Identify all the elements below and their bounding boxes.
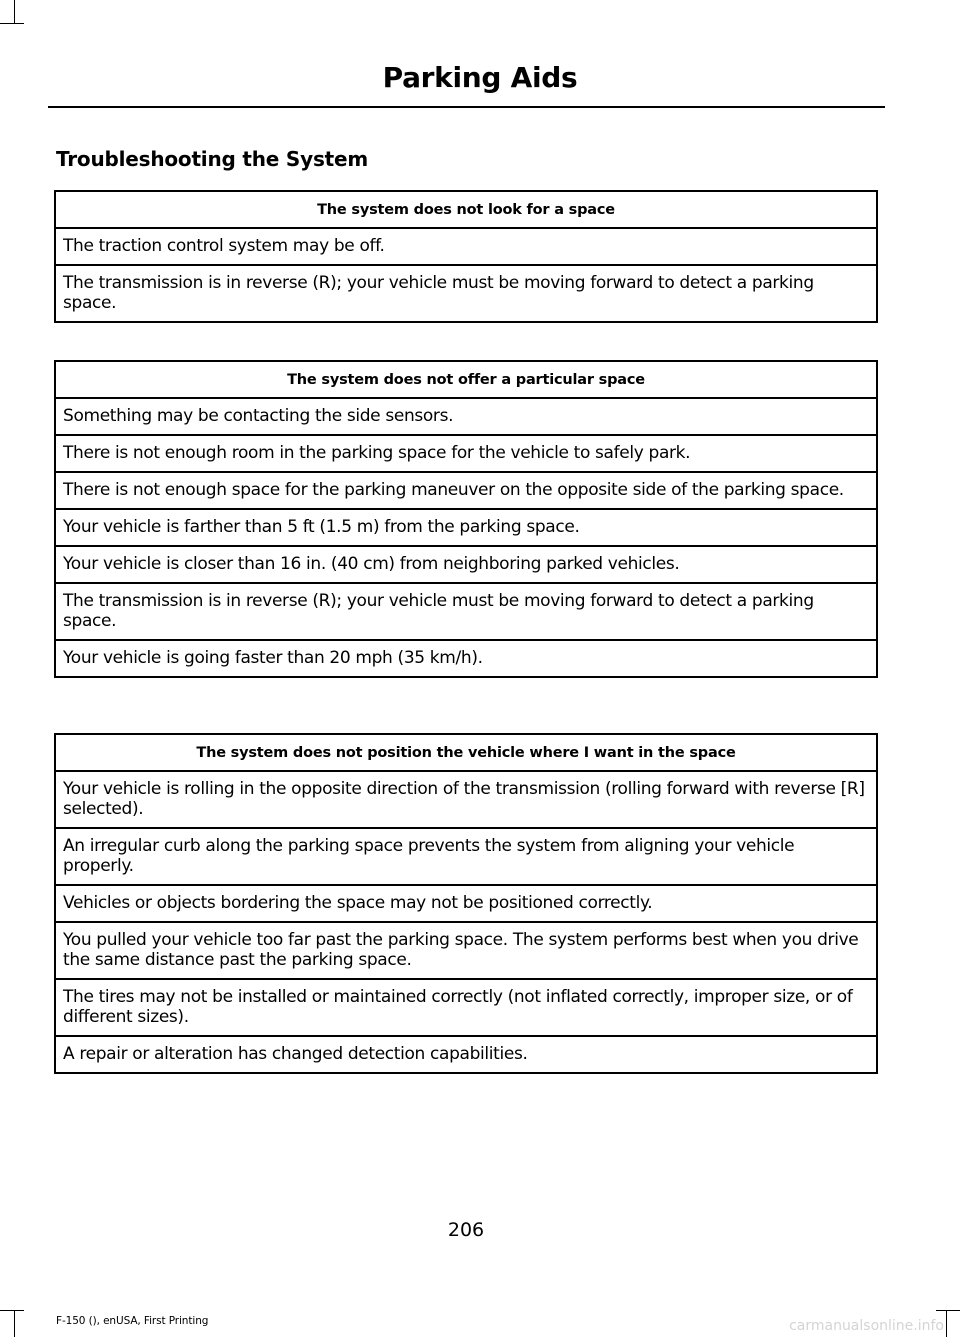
- table-cell: The tires may not be installed or maintained correctly (not inflated correctly, improper size, or of different sizes).: [55, 979, 877, 1036]
- table-cell: Your vehicle is rolling in the opposite direction of the transmission (rolling forward with reverse [R] selected).: [55, 771, 877, 828]
- table-cell: You pulled your vehicle too far past the parking space. The system performs best when you drive the same distance past the parking space.: [55, 922, 877, 979]
- table-cell: Your vehicle is farther than 5 ft (1.5 m) from the parking space.: [55, 509, 877, 546]
- crop-mark-bottom-left-vertical: [14, 1310, 15, 1337]
- table-row: [55, 771, 877, 828]
- table-heading: The system does not offer a particular space: [55, 361, 877, 398]
- table-cell: An irregular curb along the parking space prevents the system from aligning your vehicle properly.: [55, 828, 877, 885]
- table-cell: Something may be contacting the side sensors.: [55, 398, 877, 435]
- table-row: [55, 546, 877, 583]
- table-row: [55, 1036, 877, 1073]
- crop-mark-bottom-right-vertical: [946, 1310, 947, 1337]
- table-cell: There is not enough space for the parking maneuver on the opposite side of the parking space.: [55, 472, 877, 509]
- table-cell: Your vehicle is going faster than 20 mph (35 km/h).: [55, 640, 877, 677]
- troubleshooting-table-position-vehicle: [54, 733, 878, 1074]
- table-row: [55, 828, 877, 885]
- table-row: [55, 922, 877, 979]
- table-cell: A repair or alteration has changed detection capabilities.: [55, 1036, 877, 1073]
- table-row: [55, 885, 877, 922]
- troubleshooting-table-offer-space: [54, 360, 878, 678]
- table-cell: The transmission is in reverse (R); your vehicle must be moving forward to detect a parking space.: [55, 265, 877, 322]
- table-row: [55, 640, 877, 677]
- table-row: [55, 979, 877, 1036]
- table-cell: The traction control system may be off.: [55, 228, 877, 265]
- table-row: [55, 228, 877, 265]
- table-cell: There is not enough room in the parking space for the vehicle to safely park.: [55, 435, 877, 472]
- table-cell: The transmission is in reverse (R); your vehicle must be moving forward to detect a parking space.: [55, 583, 877, 640]
- table-cell: Vehicles or objects bordering the space may not be positioned correctly.: [55, 885, 877, 922]
- table-row: [55, 472, 877, 509]
- source-watermark: carmanualsonline.info: [789, 1318, 944, 1334]
- table-header-row: [55, 734, 877, 771]
- troubleshooting-table-look-for-space: [54, 190, 878, 323]
- table-heading: The system does not look for a space: [55, 191, 877, 228]
- crop-mark-bottom-right-horizontal: [936, 1310, 960, 1311]
- crop-mark-top-left-horizontal: [0, 23, 24, 24]
- crop-mark-top-left-vertical: [14, 0, 15, 24]
- crop-mark-bottom-left-horizontal: [0, 1310, 24, 1311]
- section-heading: Troubleshooting the System: [56, 147, 369, 171]
- table-header-row: [55, 361, 877, 398]
- table-heading: The system does not position the vehicle where I want in the space: [55, 734, 877, 771]
- header-divider: [48, 106, 885, 108]
- table-row: [55, 509, 877, 546]
- edition-footer: F-150 (), enUSA, First Printing: [56, 1315, 209, 1327]
- table-row: [55, 265, 877, 322]
- table-cell: Your vehicle is closer than 16 in. (40 cm) from neighboring parked vehicles.: [55, 546, 877, 583]
- table-row: [55, 583, 877, 640]
- chapter-title: Parking Aids: [382, 61, 578, 94]
- table-header-row: [55, 191, 877, 228]
- page-number: 206: [447, 1219, 485, 1241]
- table-row: [55, 435, 877, 472]
- table-row: [55, 398, 877, 435]
